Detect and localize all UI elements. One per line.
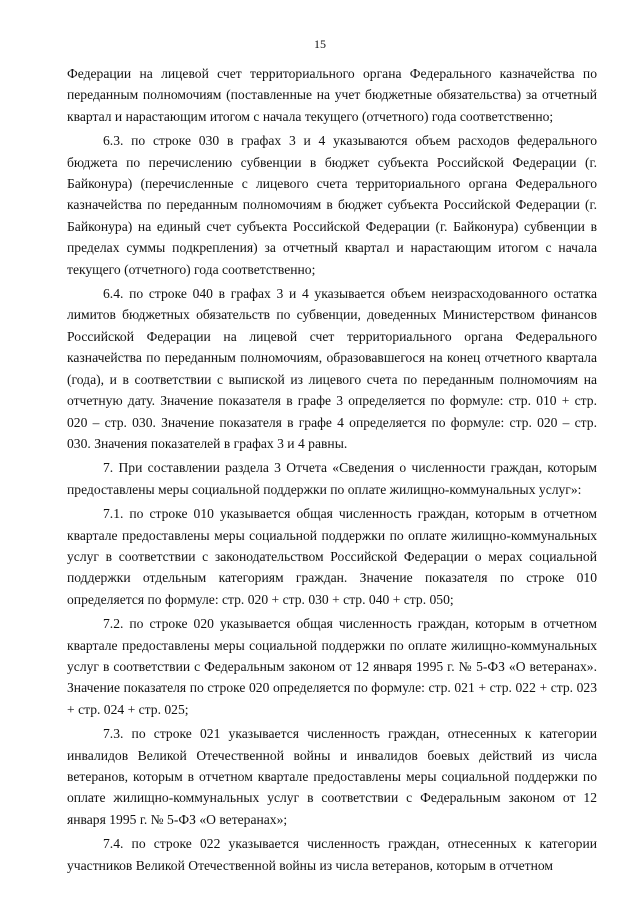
paragraph-7-3: 7.3. по строке 021 указывается численность граждан, отнесенных к категории инвалидов Великой Отечественной войны и инвалидов боевых действий из числа ветеранов, которым в отчетном квартале предоставлены меры социальной поддержки по оплате жилищно-коммунальных услуг в соответствии с Федеральным законом от 12 января 1995 г. № 5-ФЗ «О ветеранах»; [67,726,597,827]
paragraph-7-4: 7.4. по строке 022 указывается численность граждан, отнесенных к категории участников Великой Отечественной войны из числа ветеранов, которым в отчетном [67,836,597,873]
paragraph-continuation: Федерации на лицевой счет территориального органа Федерального казначейства по переданным полномочиям (поставленные на учет бюджетные обязательства) за отчетный квартал и нарастающим итогом с начала текущего (отчетного) года соответственно; [67,66,597,124]
paragraph-6-4: 6.4. по строке 040 в графах 3 и 4 указывается объем неизрасходованного остатка лимитов бюджетных обязательств по субвенции, доведенных Министерством финансов Российской Федерации на лицевой счет территориального органа Федерального казначейства по переданным полномочиям, образовавшегося на конец отчетного квартала (года), и в соответствии с выпиской из лицевого счета по переданным полномочиям на отчетную дату. Значение показателя в графе 3 определяется по формуле: стр. 010 + стр. 020 – стр. 030. Значение показателя в графе 4 определяется по формуле: стр. 020 – стр. 030. Значения показателей в графах 3 и 4 равны. [67,286,597,451]
paragraph-6-3: 6.3. по строке 030 в графах 3 и 4 указываются объем расходов федерального бюджета по перечислению субвенции в бюджет субъекта Российской Федерации (г. Байконура) (перечисленные с лицевого счета территориального органа Федерального казначейства по переданным полномочиям в бюджет субъекта Российской Федерации (г. Байконура) на единый счет субъекта Российской Федерации (г. Байконура) субвенции в пределах суммы подкрепления) за отчетный квартал и нарастающим итогом с начала текущего (отчетного) года соответственно; [67,133,597,277]
paragraph-7-2: 7.2. по строке 020 указывается общая численность граждан, которым в отчетном квартале предоставлены меры социальной поддержки по оплате жилищно-коммунальных услуг в соответствии с Федеральным законом от 12 января 1995 г. № 5-ФЗ «О ветеранах». Значение показателя по строке 020 определяется по формуле: стр. 021 + стр. 022 + стр. 023 + стр. 024 + стр. 025; [67,616,597,717]
page-number: 15 [314,37,326,51]
paragraph-7: 7. При составлении раздела 3 Отчета «Сведения о численности граждан, которым предоставлены меры социальной поддержки по оплате жилищно-коммунальных услуг»: [67,460,597,497]
document-body [67,63,597,876]
paragraph-7-1: 7.1. по строке 010 указывается общая численность граждан, которым в отчетном квартале предоставлены меры социальной поддержки по оплате жилищно-коммунальных услуг в соответствии с законодательством Российской Федерации о мерах социальной поддержки отдельным категориям граждан. Значение показателя по строке 010 определяется по формуле: стр. 020 + стр. 030 + стр. 040 + стр. 050; [67,506,597,607]
